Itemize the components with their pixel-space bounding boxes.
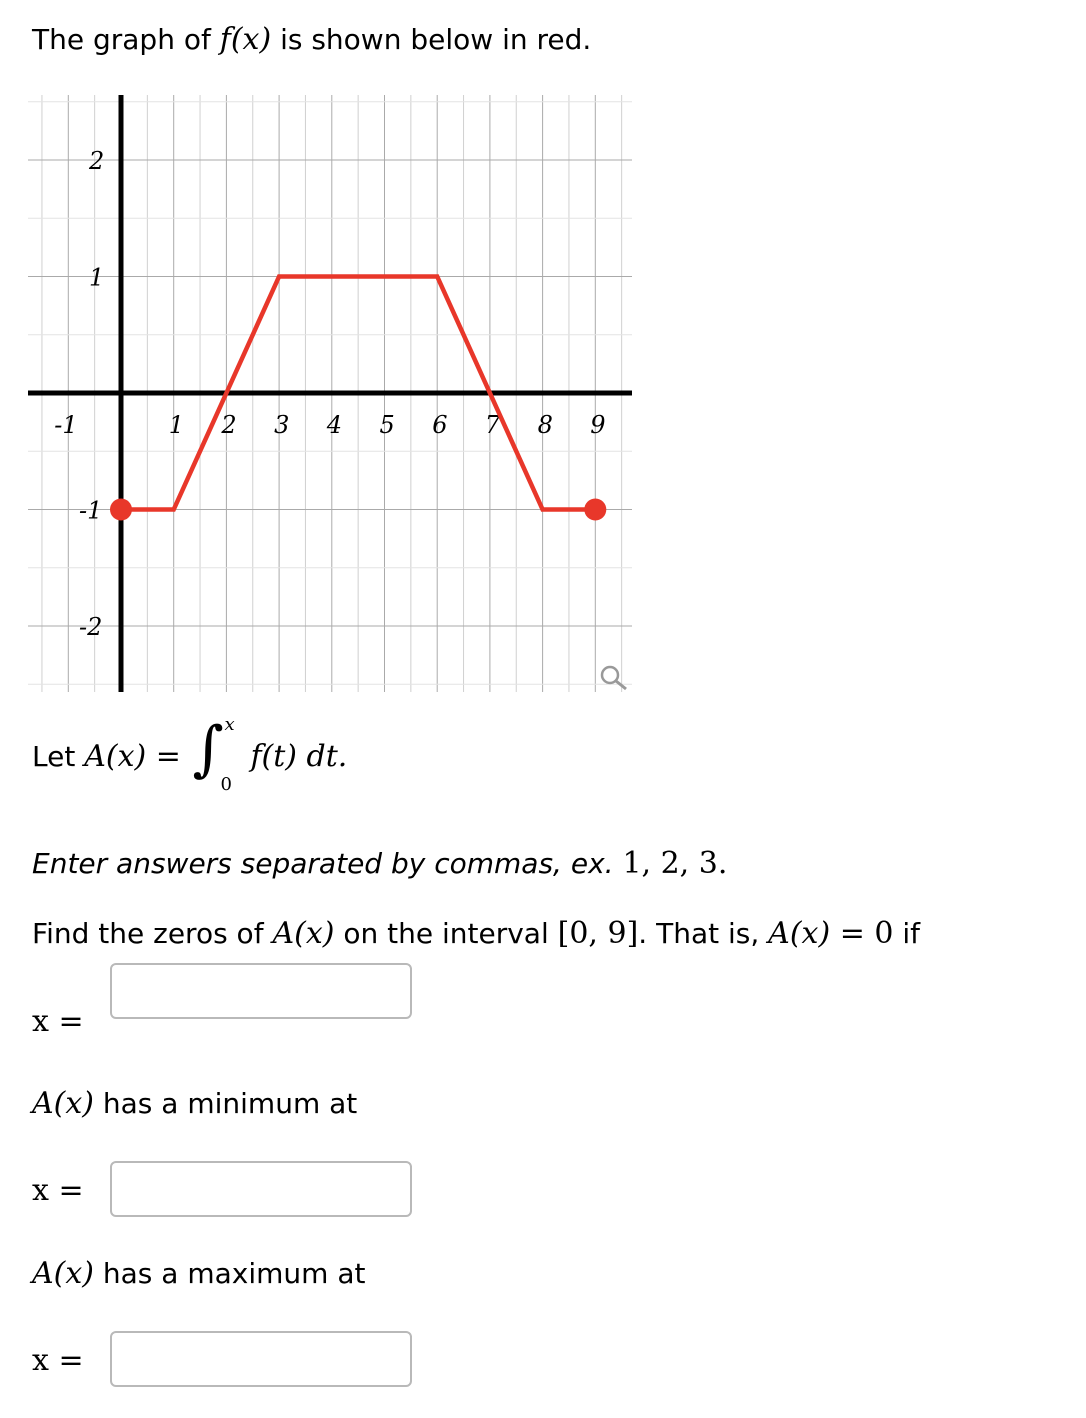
- x-tick-label: 9: [590, 411, 606, 439]
- q3-func: A(x): [32, 1256, 94, 1291]
- definition-line: [32, 714, 348, 795]
- x-tick-label: 5: [379, 411, 395, 439]
- x-tick-label: 1: [168, 411, 184, 439]
- intro-suffix: is shown below in red.: [271, 23, 592, 56]
- x-tick-label: 2: [221, 411, 237, 439]
- integral-sign: ∫ x 0: [192, 714, 235, 795]
- instructions-text: Enter answers separated by commas, ex.: [32, 847, 623, 880]
- y-tick-label: 2: [89, 147, 105, 175]
- q1-equals-zero: = 0: [830, 916, 894, 951]
- y-tick-label: -1: [79, 496, 103, 525]
- maximum-answer-input[interactable]: [110, 1331, 412, 1387]
- answer3-label: x =: [32, 1343, 84, 1378]
- x-tick-label: 3: [274, 411, 290, 439]
- q1-text2: on the interval: [334, 917, 558, 950]
- zeros-answer-input[interactable]: [110, 963, 412, 1019]
- x-tick-label: 8: [537, 411, 553, 439]
- endpoint-dot: [584, 499, 606, 521]
- question-zeros: [32, 916, 920, 951]
- q1-func: A(x): [272, 916, 335, 951]
- question-maximum: [32, 1256, 365, 1291]
- q2-text: has a minimum at: [94, 1087, 358, 1120]
- instructions-line: [32, 846, 727, 881]
- q1-text1: Find the zeros of: [32, 917, 273, 950]
- function-graph: [28, 90, 638, 700]
- y-tick-label: -2: [79, 613, 103, 641]
- minimum-answer-input[interactable]: [110, 1161, 412, 1217]
- q1-text3: . That is,: [638, 917, 769, 950]
- q1-func2: A(x): [768, 916, 831, 951]
- definition-eq: =: [146, 739, 191, 774]
- answer1-label: x =: [32, 1004, 84, 1039]
- integral-lower: 0: [220, 774, 232, 795]
- q2-func: A(x): [32, 1086, 94, 1121]
- x-tick-label: 4: [326, 411, 343, 439]
- x-tick-label: 6: [432, 411, 448, 439]
- integrand: f(t) dt.: [250, 739, 348, 774]
- answer2-label: x =: [32, 1173, 84, 1208]
- integral-upper: x: [224, 714, 235, 735]
- q1-interval: [0, 9]: [557, 916, 639, 951]
- magnify-icon[interactable]: [602, 667, 626, 689]
- intro-text: [32, 22, 591, 57]
- q3-text: has a maximum at: [94, 1257, 366, 1290]
- endpoint-dot: [110, 499, 132, 521]
- instructions-example: 1, 2, 3.: [622, 846, 728, 881]
- y-tick-label: 1: [89, 263, 105, 292]
- intro-func: f(x): [219, 22, 272, 57]
- definition-let: Let: [32, 740, 85, 773]
- x-tick-label: 7: [484, 411, 501, 439]
- graph-axes: [28, 95, 632, 692]
- intro-prefix: The graph of: [32, 23, 220, 56]
- x-tick-label: -1: [54, 411, 78, 439]
- definition-lhs: A(x): [84, 739, 147, 774]
- question-minimum: [32, 1086, 357, 1121]
- q1-if: if: [893, 917, 920, 950]
